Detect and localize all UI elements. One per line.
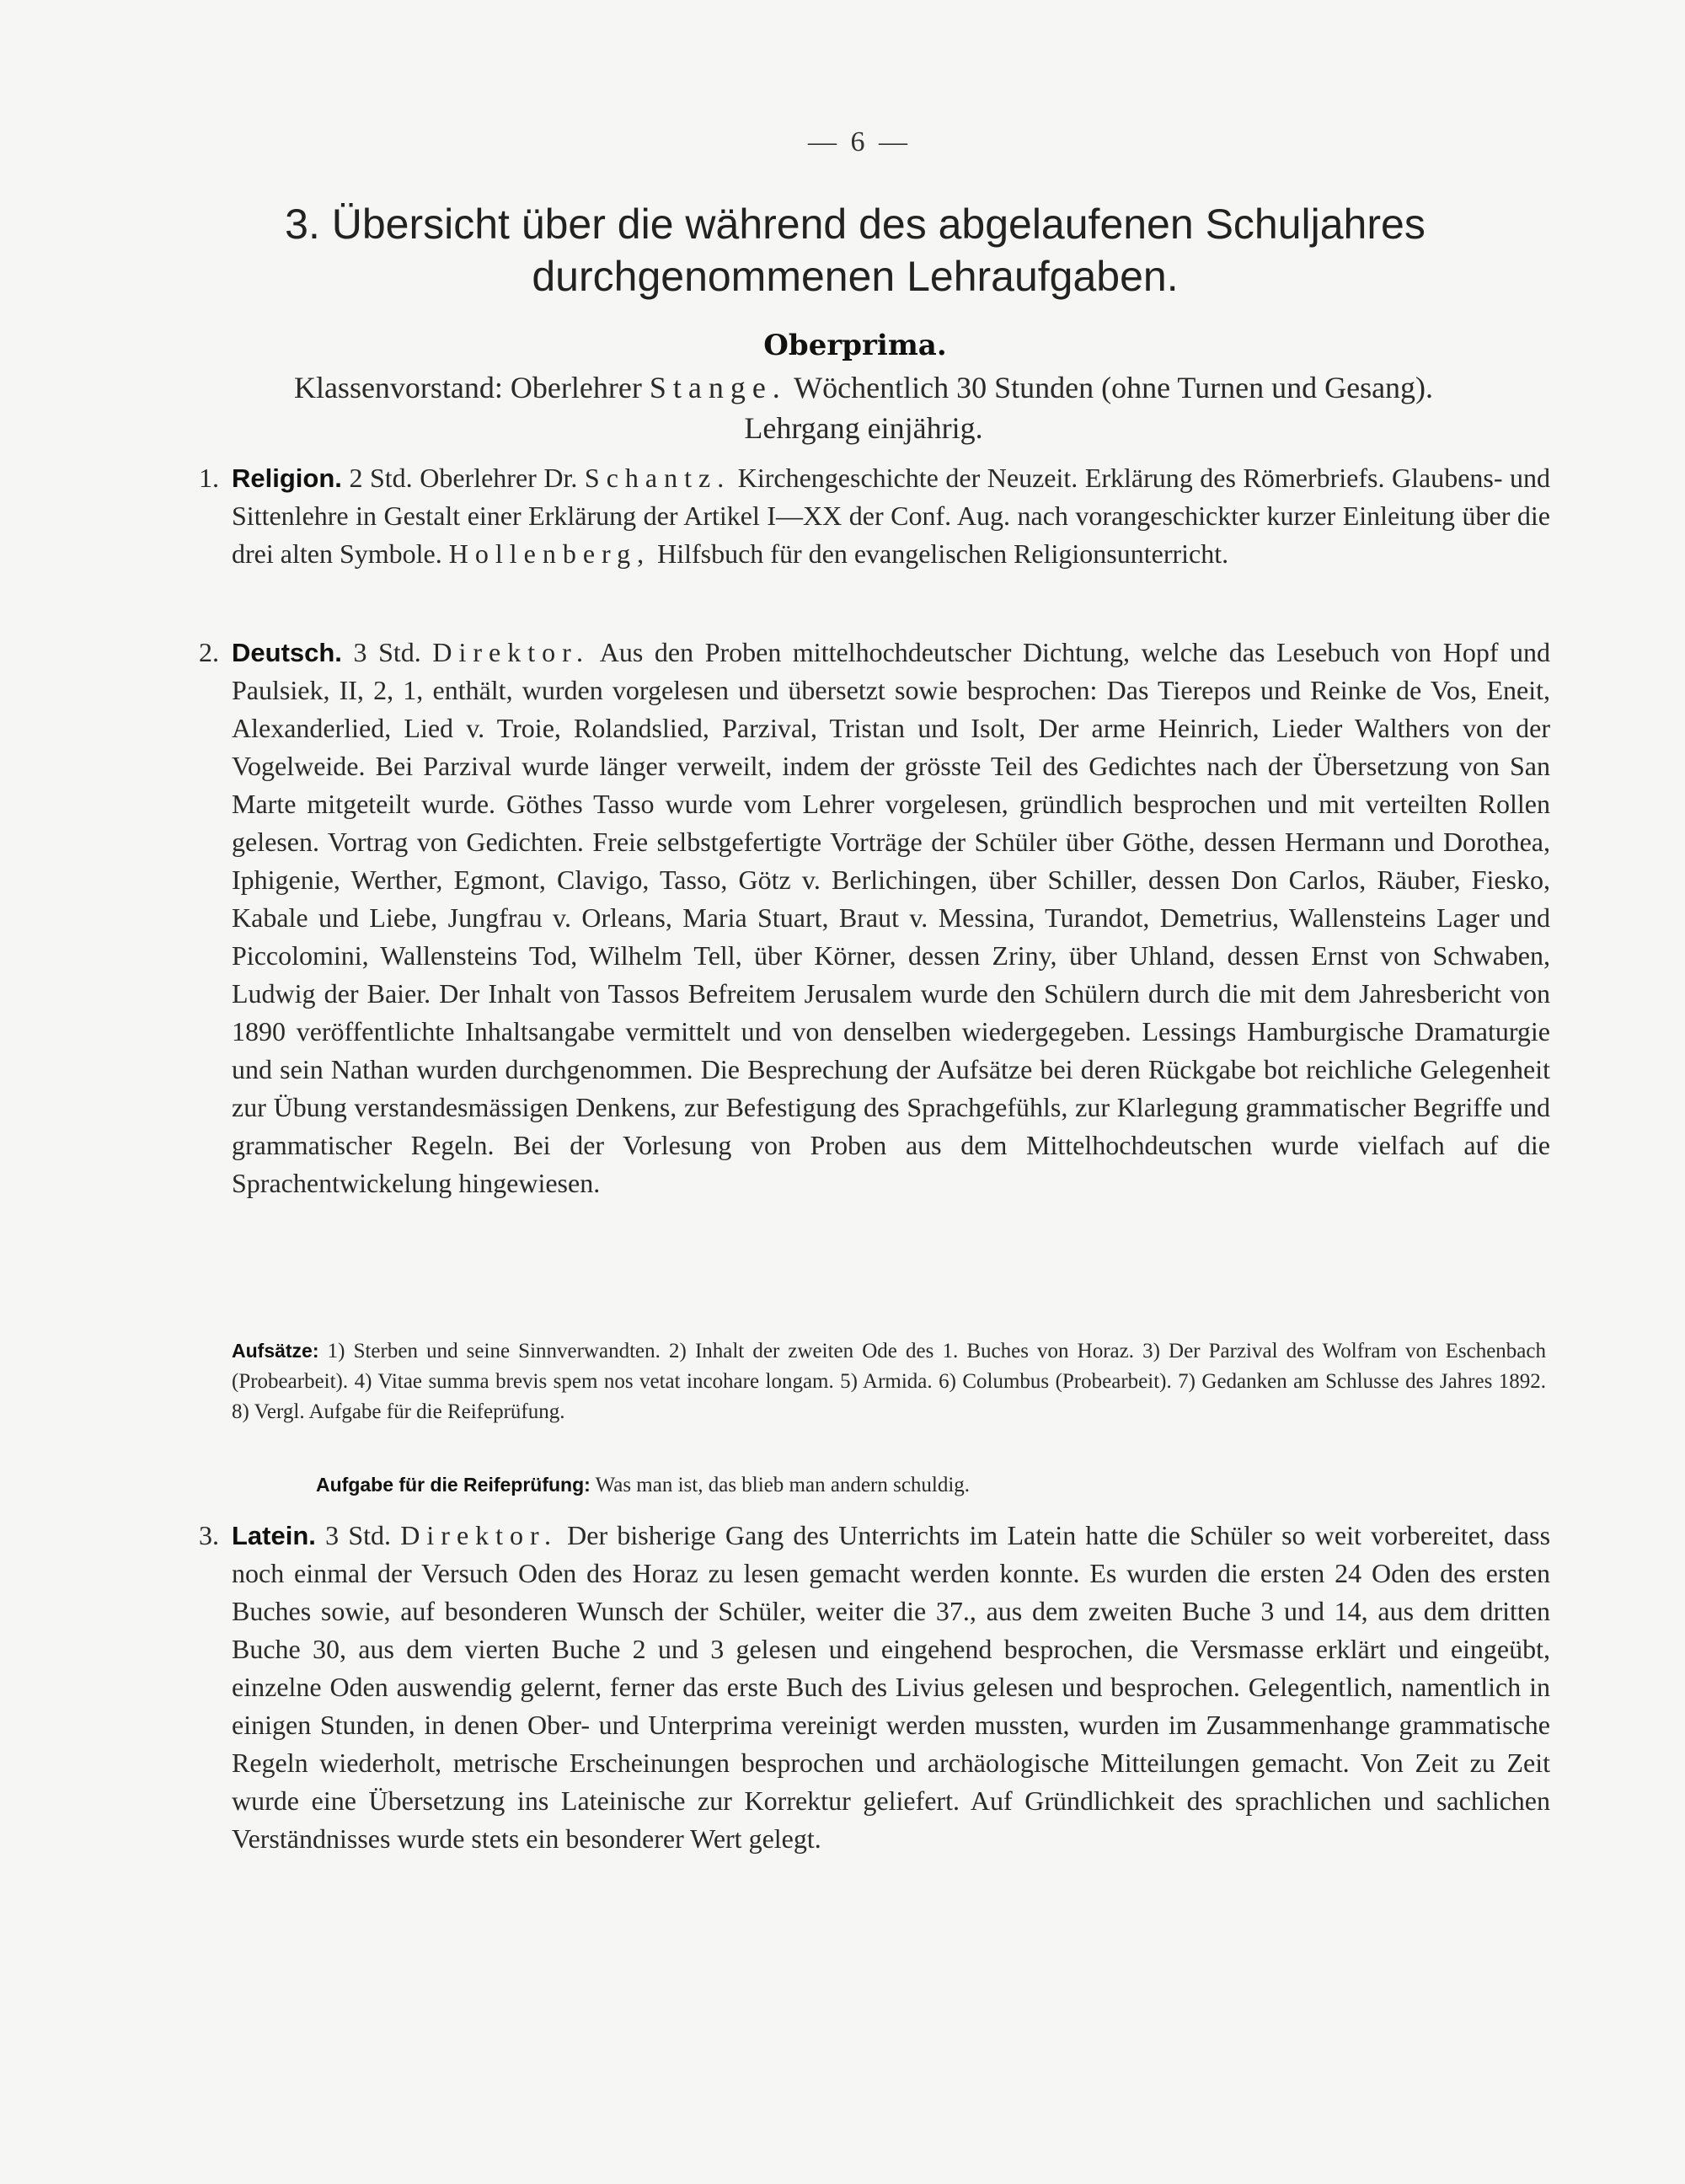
heading-line-2: durchgenommenen Lehraufgaben. xyxy=(532,253,1179,300)
section-deutsch xyxy=(199,634,1551,1202)
subject-title: Deutsch. xyxy=(232,638,342,667)
section-heading xyxy=(126,198,1584,302)
subject-hours: 2 Std. xyxy=(349,463,413,493)
section-text: Aus den Proben mittelhochdeutscher Dichtung, welche das Lesebuch von Hopf und Paulsiek, II, 2, 1, enthält, wurden vorgelesen und übersetzt sowie besprochen: Das Tierepos und Reinke de Vos, Eneit, Alexanderlied, Lied v. Troie, Rolandslied, Parzival, Tristan und Isolt, Der arme Heinrich, Lieder Walthers von der Vogelweide. Bei Parzival wurde länger verweilt, indem der grösste Teil des Gedichtes nach der Übersetzung von San Marte mitgeteilt wurde. Göthes Tasso wurde vom Lehrer vorgelesen, gründlich besprochen und mit verteilten Rollen gelesen. Vortrag von Gedichten. Freie selbstgefertigte Vorträge der Schüler über Göthe, dessen Hermann und Dorothea, Iphigenie, Werther, Egmont, Clavigo, Tasso, Götz v. Berlichingen, über Schiller, dessen Don Carlos, Räuber, Fiesko, Kabale und Liebe, Jungfrau v. Orleans, Maria Stuart, Braut v. Messina, Turandot, Demetrius, Wallensteins Lager und Piccolomini, Wallensteins Tod, Wilhelm Tell, über Körner, dessen Zriny, über Uhland, dessen Ernst von Schwaben, Ludwig der Baier. Der Inhalt von Tassos Befreitem Jerusalem wurde den Schülern durch die mit dem Jahresbericht von 1890 veröffentlichte Inhaltsangabe vermittelt und von denselben wiedergegeben. Lessings Hamburgische Dramaturgie und sein Nathan wurden durchgenommen. Die Besprechung der Aufsätze bei deren Rückgabe bot reichliche Gelegenheit zur Übung verstandesmässigen Denkens, zur Befestigung des Sprachgefühls, zur Klarlegung grammatischer Begriffe und grammatischer Regeln. Bei der Vorlesung von Proben aus dem Mittelhochdeutschen wurde vielfach auf die Sprachentwickelung hingewiesen. xyxy=(232,637,1551,1198)
exam-topic xyxy=(316,1469,1546,1501)
teacher-name: Direktor. xyxy=(432,637,590,667)
teacher-name: Schantz. xyxy=(584,463,731,493)
section-text: Kirchengeschichte der Neuzeit. Erklärung des Römerbriefs. Glaubens- und Sittenlehre in Gestalt einer Erklärung der Artikel I—XX der Conf. Aug. nach vorangeschickter kurzer Einleitung über die drei alten Symbole. xyxy=(232,463,1551,569)
heading-line-1: 3. Übersicht über die während des abgelaufenen Schuljahres xyxy=(285,201,1426,248)
class-teacher-prefix: Klassenvorstand: Oberlehrer xyxy=(293,371,642,404)
essay-list: 1) Sterben und seine Sinnverwandten. 2) Inhalt der zweiten Ode des 1. Buches von Horaz. 3) Der Parzival des Wolfram von Eschenbach (Probearbeit). 4) Vitae summa brevis spem nos vetat incohare longam. 5) Armida. 6) Columbus (Probearbeit). 7) Gedanken am Schlusse des Jahres 1892. 8) Vergl. Aufgabe für die Reifeprüfung. xyxy=(232,1340,1546,1423)
section-number: 2. xyxy=(199,637,219,667)
class-info xyxy=(152,367,1575,448)
subject-title: Religion. xyxy=(232,463,342,493)
section-latein xyxy=(199,1517,1551,1858)
section-number: 1. xyxy=(199,463,219,493)
subject-hours: 3 Std. xyxy=(353,637,421,667)
book-author: Hollenberg, xyxy=(448,538,651,569)
teacher-title: Oberlehrer Dr. xyxy=(420,463,578,493)
page-number: — 6 — xyxy=(808,126,911,158)
class-course: Lehrgang einjährig. xyxy=(744,411,983,445)
essay-topics xyxy=(232,1336,1546,1427)
subject-title: Latein. xyxy=(232,1521,316,1550)
subject-hours: 3 Std. xyxy=(325,1520,392,1550)
class-weekly-hours: Wöchentlich 30 Stunden (ohne Turnen und Gesang). xyxy=(794,371,1434,404)
teacher-name: Direktor. xyxy=(400,1520,558,1550)
section-text-continued: Hilfsbuch für den evangelischen Religionsunterricht. xyxy=(657,538,1229,569)
section-religion xyxy=(199,459,1551,573)
section-number: 3. xyxy=(199,1520,219,1550)
class-teacher-name: Stange. xyxy=(649,371,787,404)
exam-label: Aufgabe für die Reifeprüfung: xyxy=(316,1474,591,1496)
section-text: Der bisherige Gang des Unterrichts im Latein hatte die Schüler so weit vorbereitet, dass noch einmal der Versuch Oden des Horaz zu lesen gemacht werden konnte. Es wurden die ersten 24 Oden des ersten Buches sowie, auf besonderen Wunsch der Schüler, weiter die 37., aus dem zweiten Buche 3 und 14, aus dem dritten Buche 30, aus dem vierten Buche 2 und 3 gelesen und eingehend besprochen, die Versmasse erklärt und eingeübt, einzelne Oden auswendig gelernt, ferner das erste Buch des Livius gelesen und besprochen. Gelegentlich, namentlich in einigen Stunden, in denen Ober- und Unterprima vereinigt werden mussten, wurden im Zusammenhange grammatische Regeln wiederholt, metrische Erscheinungen besprochen und archäologische Mitteilungen gemacht. Von Zeit zu Zeit wurde eine Übersetzung ins Lateinische zur Korrektur geliefert. Auf Gründlichkeit des sprachlichen und sachlichen Verständnisses wurde stets ein besonderer Wert gelegt. xyxy=(232,1520,1551,1854)
class-name: Oberprima. xyxy=(763,329,947,362)
exam-text: Was man ist, das blieb man andern schuldig. xyxy=(595,1474,971,1496)
essay-label: Aufsätze: xyxy=(232,1340,319,1362)
